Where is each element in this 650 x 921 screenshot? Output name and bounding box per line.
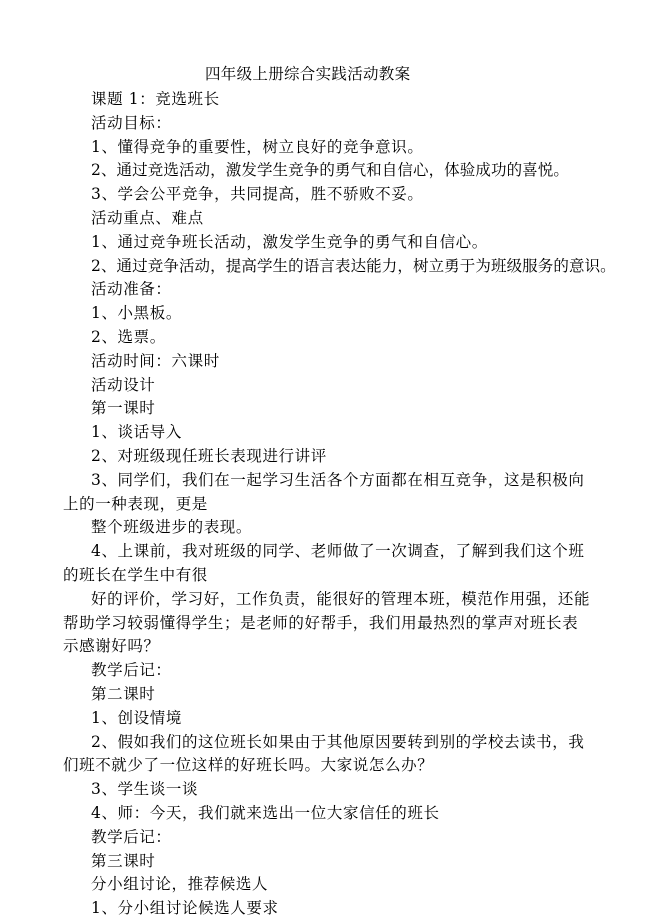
paragraph-prep-heading: 活动准备： <box>91 280 172 299</box>
paragraph-lesson-1-notes: 教学后记： <box>91 661 172 680</box>
paragraph-lesson-1-step-4-cont: 好的评价，学习好，工作负责，能很好的管理本班，模范作用强，还能帮助学习较弱懂得学生；是老师的好帮手，我们用最热烈的掌声对班长表示感谢好吗？ <box>63 589 591 656</box>
paragraph-design-heading: 活动设计 <box>91 375 156 394</box>
paragraph-goals-heading: 活动目标： <box>91 113 172 132</box>
paragraph-lesson-3-heading: 第三课时 <box>91 851 156 870</box>
paragraph-lesson-2-step-2: 2、假如我们的这位班长如果由于其他原因要转到别的学校去读书，我们班不就少了一位这样的好班长吗。大家说怎么办？ <box>63 732 585 775</box>
paragraph-lesson-2-step-4: 4、师：今天，我们就来选出一位大家信任的班长 <box>91 803 440 822</box>
paragraph-lesson-1-step-3: 3、同学们，我们在一起学习生活各个方面都在相互竞争，这是积极向上的一种表现，更是 <box>63 470 585 513</box>
paragraph-lesson-3-step-1: 1、分小组讨论候选人要求 <box>91 899 279 918</box>
paragraph-prep-2: 2、选票。 <box>91 327 166 346</box>
paragraph-lesson-1-step-4: 4、上课前，我对班级的同学、老师做了一次调查，了解到我们这个班的班长在学生中有很 <box>63 542 585 584</box>
paragraph-lesson-2-step-1: 1、创设情境 <box>91 708 182 727</box>
paragraph-lesson-2-notes: 教学后记： <box>91 827 172 846</box>
paragraph-lesson-3-intro: 分小组讨论，推荐候选人 <box>91 875 269 894</box>
paragraph-goal-3: 3、学会公平竞争，共同提高，胜不骄败不妥。 <box>91 185 424 204</box>
paragraph-lesson-1-step-1: 1、谈话导入 <box>91 423 182 442</box>
paragraph-lesson-1-step-3-cont: 整个班级进步的表现。 <box>91 518 253 537</box>
paragraph-focus-1: 1、通过竞争班长活动，激发学生竞争的勇气和自信心。 <box>91 232 488 251</box>
paragraph-goal-2: 2、通过竞选活动，激发学生竞争的勇气和自信心，体验成功的喜悦。 <box>91 161 569 180</box>
paragraph-lesson-1-heading: 第一课时 <box>91 399 156 418</box>
paragraph-lesson-2-heading: 第二课时 <box>91 684 156 703</box>
paragraph-topic: 课题 1：竞选班长 <box>91 90 220 108</box>
paragraph-time: 活动时间：六课时 <box>91 351 220 370</box>
paragraph-focus-heading: 活动重点、难点 <box>91 208 204 227</box>
document-body <box>63 88 616 921</box>
paragraph-lesson-1-step-2: 2、对班级现任班长表现进行讲评 <box>91 446 327 465</box>
document-title: 四年级上册综合实践活动教案 <box>205 65 411 83</box>
paragraph-prep-1: 1、小黑板。 <box>91 304 182 323</box>
paragraph-focus-2: 2、通过竞争活动，提高学生的语言表达能力，树立勇于为班级服务的意识。 <box>91 256 616 275</box>
paragraph-goal-1: 1、懂得竞争的重要性，树立良好的竞争意识。 <box>91 137 424 156</box>
paragraph-lesson-2-step-3: 3、学生谈一谈 <box>91 780 199 799</box>
